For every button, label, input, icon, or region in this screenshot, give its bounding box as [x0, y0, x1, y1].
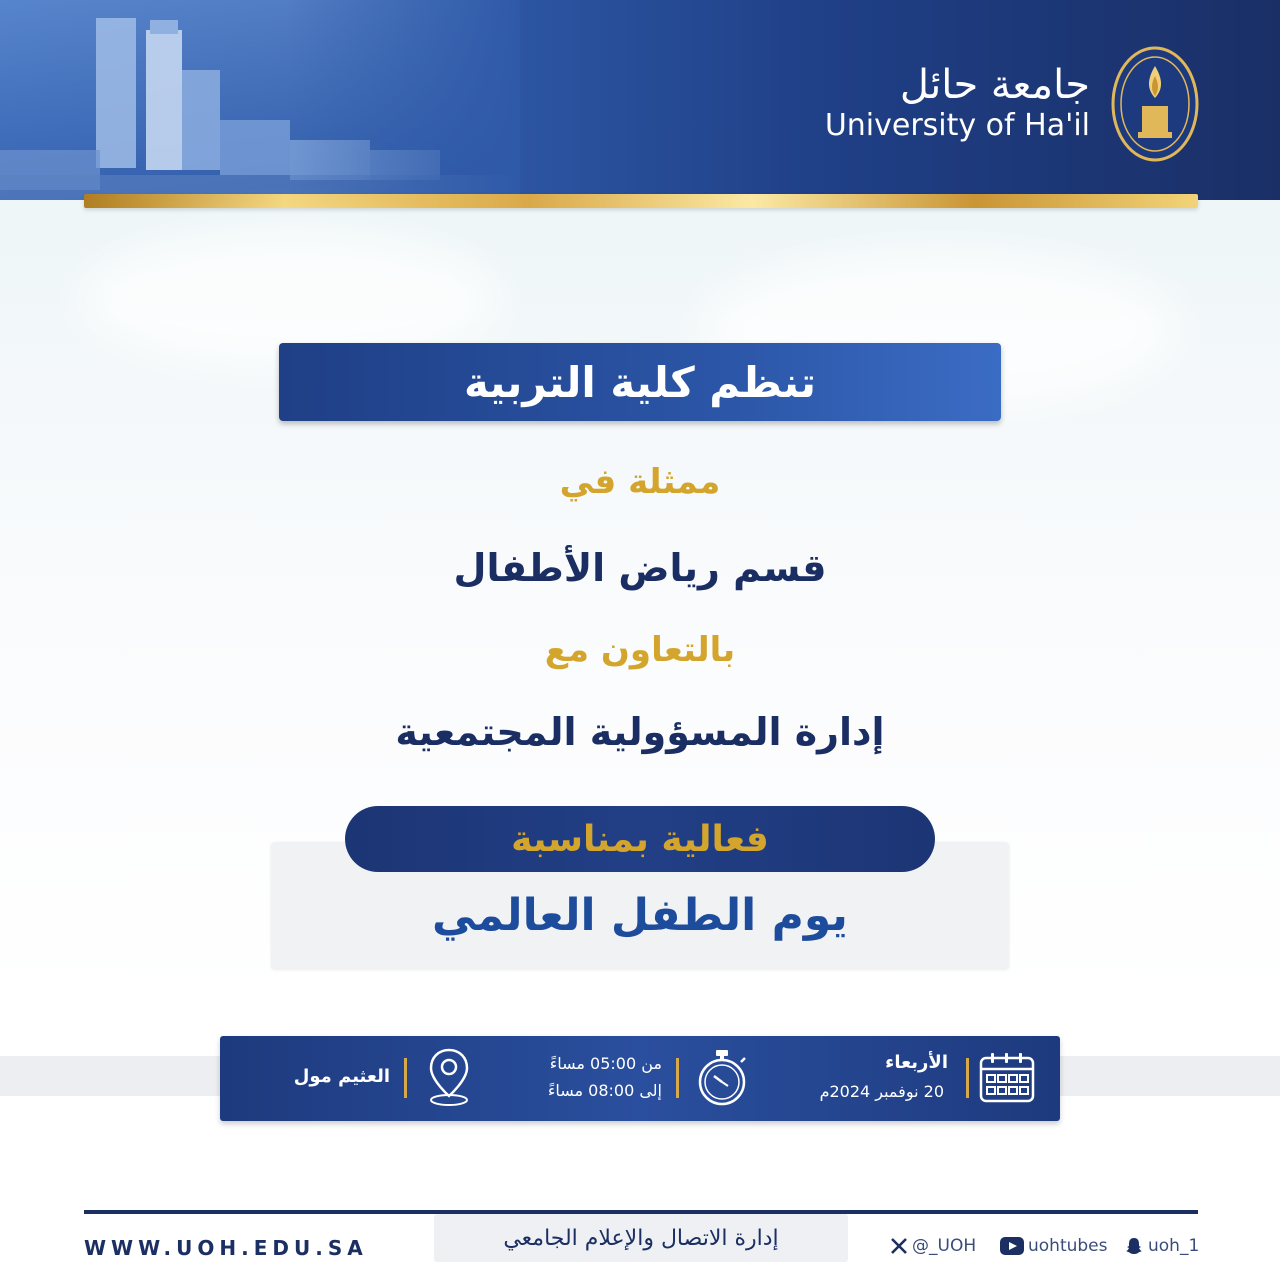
event-location: العثيم مول: [293, 1066, 390, 1087]
headline-box: [279, 343, 1001, 421]
x-logo-icon: [890, 1237, 908, 1255]
represented-label: ممثلة في: [559, 462, 721, 502]
youtube-logo-icon: [1000, 1237, 1024, 1255]
university-name-english: University of Ha'il: [824, 108, 1090, 143]
snapchat-handle: uoh_1: [1148, 1236, 1200, 1256]
info-separator: [966, 1058, 969, 1098]
campus-skyline-image: [0, 0, 520, 200]
gold-divider-bar: [84, 194, 1198, 208]
headline-text: تنظم كلية التربية: [463, 357, 817, 407]
event-time-from: من 05:00 مساءً: [549, 1054, 662, 1073]
partner-name: إدارة المسؤولية المجتمعية: [395, 710, 885, 754]
x-handle: @_UOH: [912, 1236, 977, 1256]
calendar-icon: [978, 1050, 1036, 1104]
event-date: 20 نوفمبر 2024م: [819, 1082, 944, 1101]
event-time-to: إلى 08:00 مساءً: [547, 1081, 662, 1100]
youtube-social-link[interactable]: [1000, 1236, 1108, 1256]
cooperation-label: بالتعاون مع: [544, 630, 736, 670]
university-name-arabic: جامعة حائل: [899, 62, 1090, 108]
department-name: قسم رياض الأطفال: [453, 546, 827, 590]
info-separator: [676, 1058, 679, 1098]
website-link[interactable]: WWW.UOH.EDU.SA: [84, 1236, 368, 1260]
x-social-link[interactable]: [890, 1236, 976, 1256]
university-seal-icon: [1110, 44, 1200, 164]
snapchat-logo-icon: [1124, 1236, 1144, 1256]
event-day: الأربعاء: [885, 1052, 948, 1073]
info-separator: [404, 1058, 407, 1098]
location-pin-icon: [426, 1046, 472, 1108]
youtube-handle: uohtubes: [1028, 1236, 1108, 1256]
occasion-label-pill: [345, 806, 935, 872]
snapchat-social-link[interactable]: [1124, 1236, 1199, 1256]
occasion-label: فعالية بمناسبة: [511, 818, 769, 860]
footer-department: إدارة الاتصال والإعلام الجامعي: [503, 1225, 779, 1251]
occasion-title: يوم الطفل العالمي: [432, 890, 848, 941]
footer-department-box: [434, 1214, 848, 1262]
header-banner: [0, 0, 1280, 200]
stopwatch-icon: [694, 1046, 750, 1108]
